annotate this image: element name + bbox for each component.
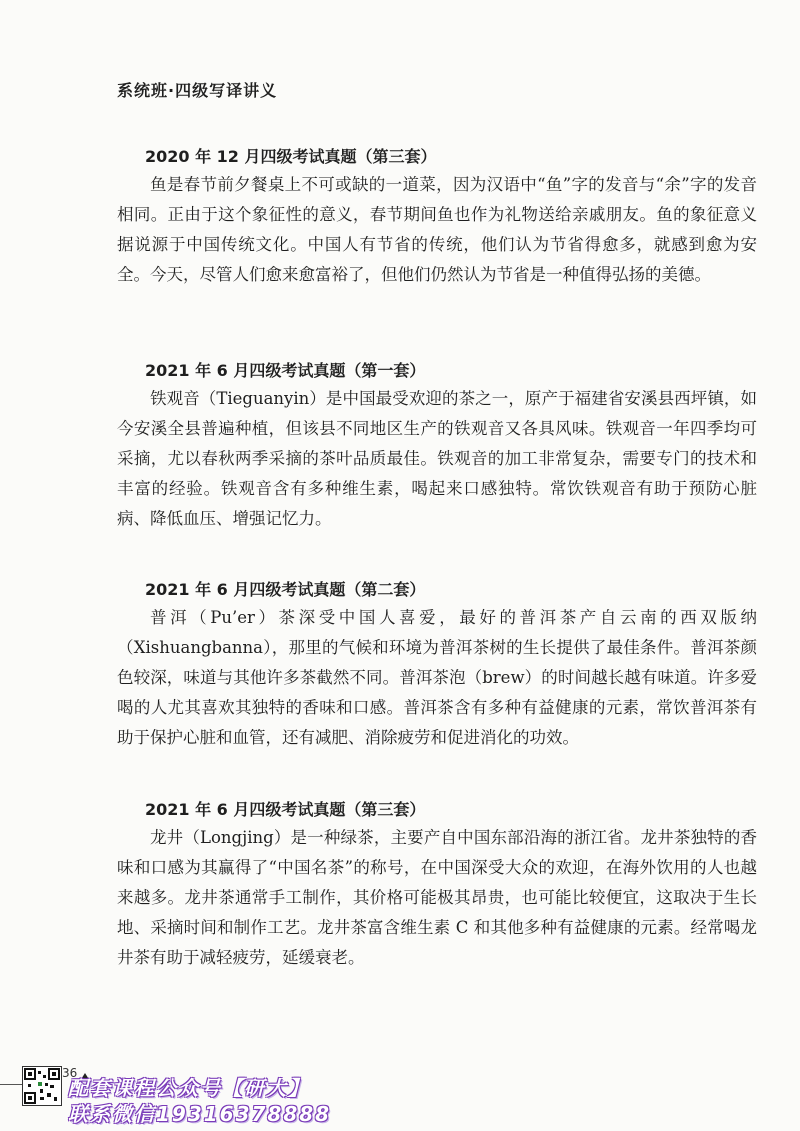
exam-section-2021-06-set2 bbox=[117, 577, 757, 753]
section-title: 2021 年 6 月四级考试真题（第二套） bbox=[145, 580, 426, 599]
section-title: 2021 年 6 月四级考试真题（第一套） bbox=[145, 361, 426, 380]
footer-rule bbox=[0, 1084, 22, 1085]
section-text: 龙井（Longjing）是一种绿茶，主要产自中国东部沿海的浙江省。龙井茶独特的香味和口感为其赢得了“中国名茶”的称号，在中国深受大众的欢迎，在海外饮用的人也越来越多。龙井茶通常手工制作，其价格可能极其昂贵，也可能比较便宜，这取决于生长地、采摘时间和制作工艺。龙井茶富含维生素 C 和其他多种有益健康的元素。经常喝龙井茶有助于减轻疲劳，延缓衰老。 bbox=[117, 828, 757, 967]
section-text: 铁观音（Tieguanyin）是中国最受欢迎的茶之一，原产于福建省安溪县西坪镇，如今安溪全县普遍种植，但该县不同地区生产的铁观音又各具风味。铁观音一年四季均可采摘，尤以春秋两季采摘的茶叶品质最佳。铁观音的加工非常复杂，需要专门的技术和丰富的经验。铁观音含有多种维生素，喝起来口感独特。常饮铁观音有助于预防心脏病、降低血压、增强记忆力。 bbox=[117, 389, 757, 528]
exam-section-2021-06-set3 bbox=[117, 797, 757, 973]
exam-section-2021-06-set1 bbox=[117, 358, 757, 534]
watermark-line-2: 联系微信19316378888 bbox=[68, 1102, 332, 1126]
page-footer bbox=[0, 1064, 800, 1131]
page-number: 36 bbox=[62, 1066, 78, 1080]
section-text: 普洱（Pu’er）茶深受中国人喜爱，最好的普洱茶产自云南的西双版纳（Xishuangbanna），那里的气候和环境为普洱茶树的生长提供了最佳条件。普洱茶颜色较深，味道与其他许多茶截然不同。普洱茶泡（brew）的时间越长越有味道。许多爱喝的人尤其喜欢其独特的香味和口感。普洱茶含有多种有益健康的元素，常饮普洱茶有助于保护心脏和血管，还有减肥、消除疲劳和促进消化的功效。 bbox=[117, 608, 757, 747]
section-title: 2020 年 12 月四级考试真题（第三套） bbox=[145, 147, 437, 166]
section-text: 鱼是春节前夕餐桌上不可或缺的一道菜，因为汉语中“鱼”字的发音与“余”字的发音相同。正由于这个象征性的意义，春节期间鱼也作为礼物送给亲戚朋友。鱼的象征意义据说源于中国传统文化。中国人有节省的传统，他们认为节省得愈多，就感到愈为安全。今天，尽管人们愈来愈富裕了，但他们仍然认为节省是一种值得弘扬的美德。 bbox=[117, 175, 757, 284]
section-title: 2021 年 6 月四级考试真题（第三套） bbox=[145, 800, 426, 819]
watermark-line-1: 配套课程公众号【研大】 bbox=[68, 1076, 310, 1100]
exam-section-2020-12-set3 bbox=[117, 144, 757, 290]
page-header: 系统班·四级写译讲义 bbox=[117, 81, 278, 100]
qr-code-icon bbox=[22, 1066, 62, 1106]
